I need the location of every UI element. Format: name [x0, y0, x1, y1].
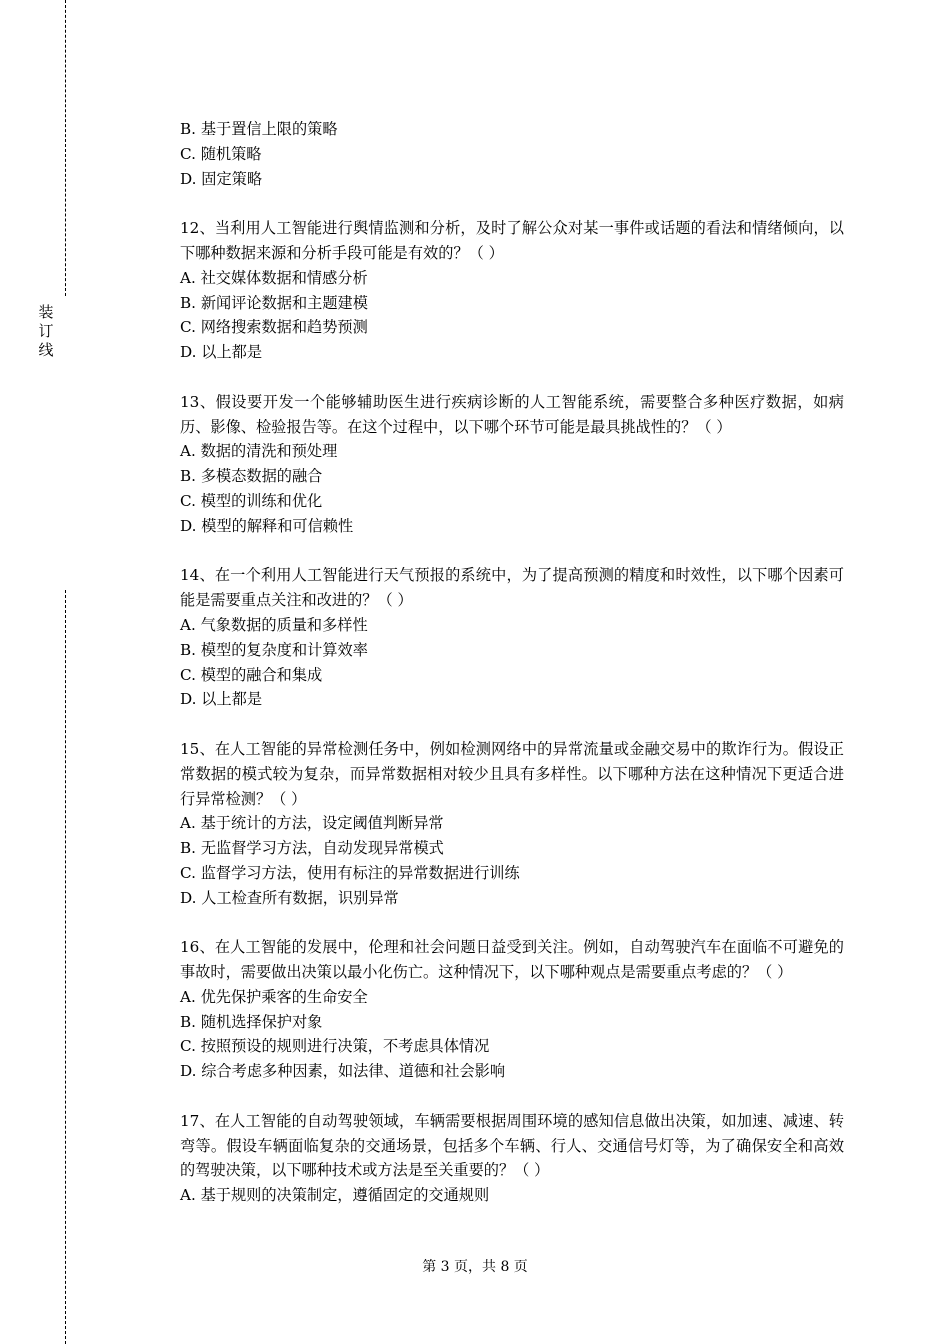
binding-label: [37, 303, 55, 360]
option-a: A. 基于统计的方法，设定阈值判断异常: [180, 814, 444, 833]
question-options: [180, 266, 844, 365]
option-c: C. 模型的训练和优化: [180, 491, 323, 510]
option-a: A. 气象数据的质量和多样性: [180, 615, 368, 634]
option-c: C. 随机策略: [180, 144, 262, 163]
option-d: D. 以上都是: [180, 690, 263, 709]
question-stem: 15、在人工智能的异常检测任务中，例如检测网络中的异常流量或金融交易中的欺诈行为。假设正常数据的模式较为复杂，而异常数据相对较少且具有多样性。以下哪种方法在这种情况下更适合进行异常检测？（ ）: [180, 739, 844, 808]
question-13: [180, 390, 844, 539]
binding-label-char: 装: [38, 303, 54, 321]
option-b: B. 多模态数据的融合: [180, 467, 323, 486]
question-17: [180, 1109, 844, 1208]
question-16: [180, 935, 844, 1084]
question-options: [180, 439, 844, 538]
option-d: D. 人工检查所有数据，识别异常: [180, 888, 399, 907]
option-c: C. 按照预设的规则进行决策，不考虑具体情况: [180, 1037, 490, 1056]
option-d: D. 模型的解释和可信赖性: [180, 516, 354, 535]
question-stem: 16、在人工智能的发展中，伦理和社会问题日益受到关注。例如，自动驾驶汽车在面临不可避免的事故时，需要做出决策以最小化伤亡。这种情况下，以下哪种观点是需要重点考虑的？（ ）: [180, 938, 844, 982]
question-stem: 13、假设要开发一个能够辅助医生进行疾病诊断的人工智能系统，需要整合多种医疗数据，如病历、影像、检验报告等。在这个过程中，以下哪个环节可能是最具挑战性的？（ ）: [180, 392, 844, 436]
question-options: [180, 985, 844, 1084]
option-c: C. 模型的融合和集成: [180, 665, 323, 684]
question-stem: 17、在人工智能的自动驾驶领域，车辆需要根据周围环境的感知信息做出决策，如加速、减速、转弯等。假设车辆面临复杂的交通场景，包括多个车辆、行人、交通信号灯等，为了确保安全和高效的驾驶决策，以下哪种技术或方法是至关重要的？（ ）: [180, 1111, 844, 1180]
continued-options: [180, 117, 844, 191]
page-footer: [0, 1257, 950, 1277]
option-a: A. 基于规则的决策制定，遵循固定的交通规则: [180, 1186, 490, 1205]
binding-line-bottom: [65, 590, 66, 1344]
binding-label-char: 订: [38, 322, 54, 340]
option-b: B. 无监督学习方法，自动发现异常模式: [180, 839, 444, 858]
option-a: A. 数据的清洗和预处理: [180, 442, 338, 461]
option-d: D. 以上都是: [180, 343, 263, 362]
binding-line-top: [65, 0, 66, 296]
option-a: A. 社交媒体数据和情感分析: [180, 268, 368, 287]
question-stem: 12、当利用人工智能进行舆情监测和分析，及时了解公众对某一事件或话题的看法和情绪倾向，以下哪种数据来源和分析手段可能是有效的？（ ）: [180, 219, 844, 262]
question-options: [180, 613, 844, 712]
option-d: D. 综合考虑多种因素，如法律、道德和社会影响: [180, 1062, 506, 1081]
question-12: [180, 216, 844, 365]
option-c: C. 网络搜索数据和趋势预测: [180, 318, 368, 337]
option-c: C. 监督学习方法，使用有标注的异常数据进行训练: [180, 863, 520, 882]
page-number: 第 3 页，共 8 页: [422, 1259, 528, 1275]
binding-label-char: 线: [38, 341, 54, 359]
option-a: A. 优先保护乘客的生命安全: [180, 987, 368, 1006]
question-stem: 14、在一个利用人工智能进行天气预报的系统中，为了提高预测的精度和时效性，以下哪个因素可能是需要重点关注和改进的？（ ）: [180, 566, 844, 610]
question-options: [180, 811, 844, 910]
option-b: B. 模型的复杂度和计算效率: [180, 640, 368, 659]
question-options: [180, 1183, 844, 1208]
question-14: [180, 563, 844, 712]
option-d: D. 固定策略: [180, 169, 263, 188]
option-b: B. 基于置信上限的策略: [180, 120, 338, 138]
exam-content: [180, 117, 844, 1208]
question-15: [180, 737, 844, 911]
option-b: B. 随机选择保护对象: [180, 1012, 323, 1031]
option-b: B. 新闻评论数据和主题建模: [180, 293, 368, 312]
